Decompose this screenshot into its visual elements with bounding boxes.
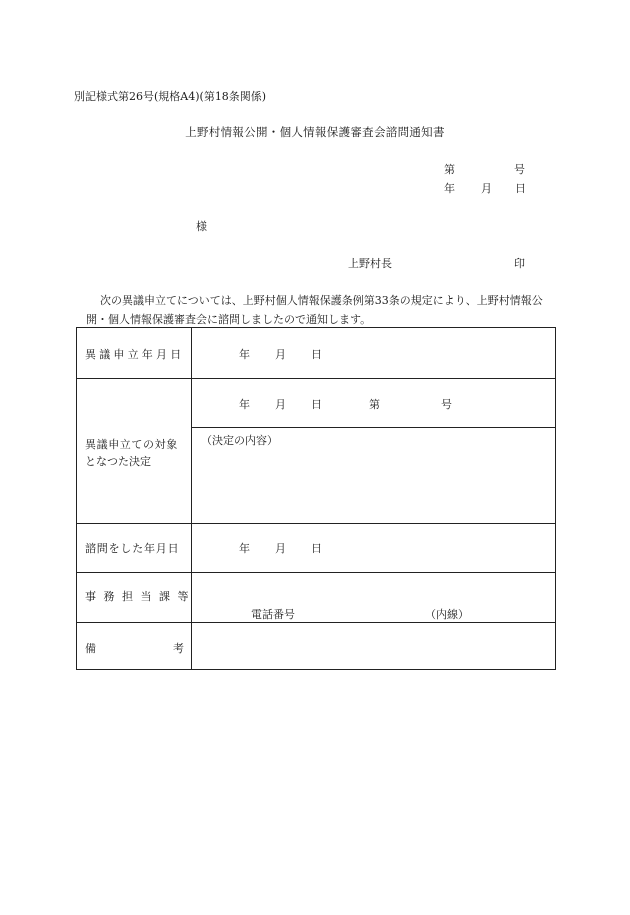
row-decision-label-line2: となつた決定 (85, 455, 151, 468)
row-department-extension-label: （内線） (425, 608, 469, 621)
row-decision-month: 月 (275, 398, 286, 411)
row-department-phone-label: 電話番号 (251, 608, 295, 621)
row-appeal-date-label: 異議申立年月日 (85, 348, 185, 361)
row-inquiry-date-label: 諮問をした年月日 (85, 542, 180, 555)
notice-table (76, 327, 556, 670)
row-decision-label-line1: 異議申立ての対象 (85, 438, 178, 451)
row-decision-number-suffix: 号 (441, 398, 452, 411)
row-decision-content-label: （決定の内容） (201, 434, 278, 447)
reference-day: 日 (515, 182, 526, 195)
row-divider (77, 622, 555, 623)
row-remarks-label-first: 備 (85, 642, 96, 655)
row-appeal-date-month: 月 (275, 348, 286, 361)
row-divider (191, 427, 555, 428)
row-department-label: 事務担当課等 (85, 590, 196, 603)
column-divider (191, 328, 192, 669)
row-appeal-date-year: 年 (239, 348, 250, 361)
row-inquiry-date-year: 年 (239, 542, 250, 555)
row-appeal-date-day: 日 (311, 348, 322, 361)
reference-number-prefix: 第 (444, 163, 455, 176)
row-decision-day: 日 (311, 398, 322, 411)
row-inquiry-date-day: 日 (311, 542, 322, 555)
row-decision-year: 年 (239, 398, 250, 411)
row-divider (77, 378, 555, 379)
addressee-honorific: 様 (196, 220, 207, 233)
reference-number-suffix: 号 (514, 163, 525, 176)
reference-year: 年 (444, 182, 455, 195)
document-title: 上野村情報公開・個人情報保護審査会諮問通知書 (185, 125, 445, 139)
body-text: 次の異議申立てについては、上野村個人情報保護条例第33条の規定により、上野村情報公開・個人情報保護審査会に諮問しましたので通知します。 (86, 294, 543, 326)
reference-month: 月 (481, 182, 492, 195)
row-decision-number-prefix: 第 (369, 398, 380, 411)
form-label: 別記様式第26号(規格A4)(第18条関係) (74, 90, 267, 103)
seal-mark: 印 (514, 257, 525, 270)
row-remarks-label-last: 考 (173, 642, 184, 655)
sender-name: 上野村長 (348, 257, 392, 270)
row-divider (77, 523, 555, 524)
row-divider (77, 572, 555, 573)
row-inquiry-date-month: 月 (275, 542, 286, 555)
